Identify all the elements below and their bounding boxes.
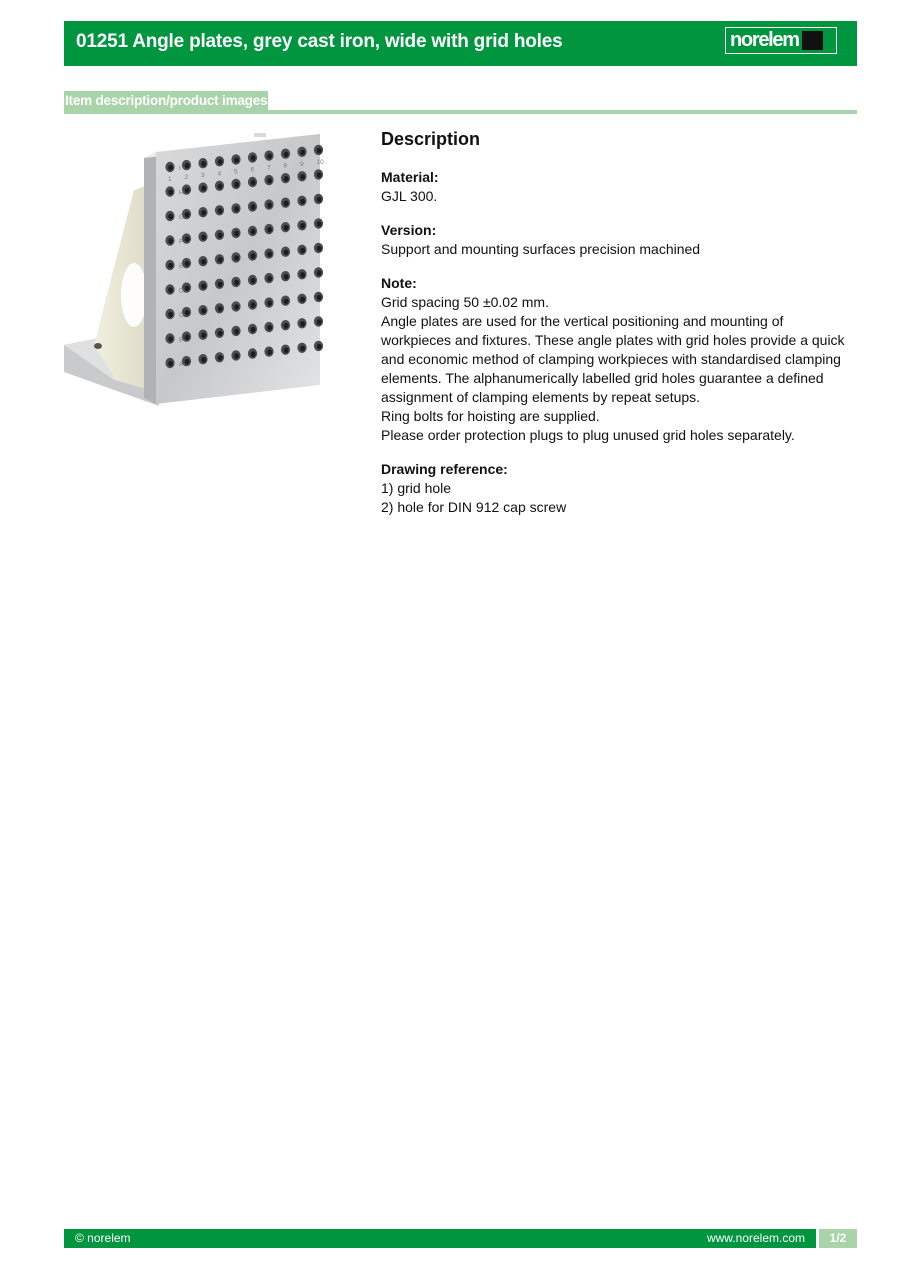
norelem-logo: [725, 27, 837, 54]
grid-hole-bore: [300, 150, 305, 156]
grid-hole-bore: [168, 336, 173, 342]
grid-hole-bore: [267, 153, 272, 159]
grid-hole-bore: [267, 251, 272, 257]
grid-hole-bore: [300, 272, 305, 278]
grid-hole-bore: [317, 319, 322, 325]
drawing-reference-field: [381, 460, 857, 517]
grid-hole-bore: [234, 353, 239, 359]
page-title: 01251 Angle plates, grey cast iron, wide with grid holes: [76, 31, 563, 52]
grid-hole-bore: [284, 176, 289, 182]
logo-text: norelem: [730, 29, 799, 51]
section-divider: [64, 110, 857, 114]
grid-hole-bore: [185, 261, 190, 267]
grid-hole-bore: [317, 221, 322, 227]
grid-hole-bore: [234, 182, 239, 188]
grid-column-label: 3: [201, 172, 205, 180]
grid-hole-bore: [218, 331, 223, 337]
grid-hole-bore: [284, 225, 289, 231]
grid-row-label: E: [179, 263, 184, 270]
grid-hole-bore: [218, 355, 223, 361]
grid-hole-bore: [267, 349, 272, 355]
note-field: [381, 274, 857, 445]
grid-hole-bore: [300, 223, 305, 229]
grid-hole-bore: [267, 227, 272, 233]
grid-hole-bore: [284, 348, 289, 354]
grid-row-label: H: [179, 189, 184, 197]
grid-column-label: 6: [250, 166, 255, 174]
grid-row-label: I: [179, 165, 181, 172]
grid-hole-bore: [168, 312, 173, 318]
footer-website-link[interactable]: www.norelem.com: [706, 1231, 805, 1245]
footer-bar: [64, 1229, 816, 1248]
grid-hole-bore: [201, 161, 206, 167]
grid-hole-bore: [251, 229, 256, 235]
grid-hole-bore: [234, 255, 239, 261]
grid-hole-bore: [185, 163, 190, 169]
grid-column-label: 7: [267, 164, 271, 172]
grid-hole-bore: [218, 306, 223, 312]
grid-hole-bore: [284, 250, 289, 256]
grid-hole-bore: [267, 202, 272, 208]
grid-hole-bore: [234, 206, 239, 212]
grid-hole-bore: [251, 351, 256, 357]
grid-hole-bore: [201, 186, 206, 192]
note-line: Grid spacing 50 ±0.02 mm.: [381, 294, 549, 310]
grid-hole-bore: [168, 214, 173, 220]
grid-hole-bore: [317, 246, 322, 252]
grid-hole-bore: [168, 287, 173, 293]
grid-hole-bore: [267, 325, 272, 331]
grid-hole-bore: [267, 300, 272, 306]
grid-hole-bore: [218, 159, 223, 165]
logo-block: [802, 31, 823, 50]
grid-hole-bore: [300, 199, 305, 205]
grid-column-label: 10: [316, 158, 324, 166]
grid-column-label: 2: [184, 174, 189, 182]
version-field: [381, 221, 857, 259]
grid-hole-bore: [201, 210, 206, 216]
version-value: Support and mounting surfaces precision machined: [381, 241, 701, 257]
grid-hole-bore: [317, 172, 322, 178]
grid-hole-bore: [185, 236, 190, 242]
grid-hole-bore: [185, 187, 190, 193]
grid-column-label: 1: [168, 176, 172, 183]
grid-row-label: D: [179, 287, 184, 295]
grid-hole-bore: [168, 165, 173, 171]
grid-hole-bore: [201, 333, 206, 339]
grid-hole-bore: [201, 235, 206, 241]
grid-hole-bore: [300, 321, 305, 327]
note-line: Please order protection plugs to plug unused grid holes separately.: [381, 427, 795, 443]
section-label: Item description/product images: [65, 93, 268, 108]
grid-hole-bore: [168, 189, 173, 195]
material-field: [381, 168, 857, 206]
grid-hole-bore: [251, 180, 256, 186]
grid-hole-bore: [300, 346, 305, 352]
grid-hole-bore: [218, 282, 223, 288]
grid-hole-bore: [185, 285, 190, 291]
header-bar: [64, 21, 857, 66]
version-label: Version:: [381, 222, 437, 238]
description-heading: Description: [381, 129, 481, 149]
grid-hole-bore: [185, 310, 190, 316]
drawing-reference-line: 2) hole for DIN 912 cap screw: [381, 499, 567, 515]
grid-row-label: C: [179, 312, 184, 319]
grid-hole-bore: [267, 178, 272, 184]
grid-hole-bore: [251, 253, 256, 259]
grid-hole-bore: [201, 357, 206, 363]
grid-hole-bore: [168, 238, 173, 244]
grid-hole-bore: [251, 155, 256, 161]
grid-hole-bore: [185, 359, 190, 365]
grid-hole-bore: [317, 148, 322, 154]
grid-hole-bore: [234, 157, 239, 163]
grid-hole-bore: [284, 299, 289, 305]
grid-hole-bore: [251, 327, 256, 333]
drawing-reference-label: Drawing reference:: [381, 461, 508, 477]
grid-column-label: 5: [234, 168, 238, 176]
plate-side: [144, 152, 156, 404]
grid-hole-bore: [300, 297, 305, 303]
drawing-reference-line: 1) grid hole: [381, 480, 452, 496]
grid-hole-bore: [168, 263, 173, 269]
grid-row-label: B: [179, 336, 184, 344]
row-labels: [179, 165, 184, 368]
angle-plate-image: [64, 130, 324, 406]
grid-hole-bore: [218, 208, 223, 214]
grid-hole-bore: [168, 361, 173, 367]
grid-column-label: 9: [300, 160, 304, 168]
material-label: Material:: [381, 169, 439, 185]
grid-row-label: A: [179, 361, 184, 368]
note-label: Note:: [381, 275, 417, 291]
grid-hole-bore: [317, 295, 322, 301]
description-section: [381, 128, 857, 532]
grid-hole-bore: [218, 184, 223, 190]
grid-hole-bore: [284, 274, 289, 280]
grid-hole-bore: [234, 329, 239, 335]
grid-hole-bore: [317, 197, 322, 203]
grid-hole-bore: [251, 278, 256, 284]
grid-column-label: 4: [217, 170, 222, 178]
grid-hole-bore: [251, 204, 256, 210]
grid-hole-bore: [185, 334, 190, 340]
page-number: 1/2: [819, 1229, 857, 1248]
grid-hole-bore: [201, 284, 206, 290]
grid-hole-bore: [218, 257, 223, 263]
grid-hole-bore: [218, 233, 223, 239]
note-line: Angle plates are used for the vertical positioning and mounting of workpieces and fixtures. These angle plates with grid holes provide a quick and economic method of clamping workpieces with standardised clamping elements. The alphanumerically labelled grid holes guarantee a defined assignment of clamping elements by repeat setups.: [381, 313, 845, 405]
grid-hole-bore: [284, 323, 289, 329]
material-value: GJL 300.: [381, 188, 438, 204]
grid-hole-bore: [201, 259, 206, 265]
grid-hole-bore: [234, 280, 239, 286]
grid-hole-bore: [267, 276, 272, 282]
grid-row-label: F: [179, 238, 183, 246]
grid-hole-bore: [284, 152, 289, 158]
footer-copyright: © norelem: [75, 1231, 131, 1245]
grid-hole-bore: [251, 302, 256, 308]
grid-column-label: 8: [283, 162, 288, 170]
grid-hole-bore: [234, 231, 239, 237]
grid-hole-bore: [201, 308, 206, 314]
grid-row-label: G: [179, 214, 185, 221]
grid-hole-bore: [234, 304, 239, 310]
grid-hole-bore: [185, 212, 190, 218]
grid-hole-bore: [300, 174, 305, 180]
grid-hole-bore: [317, 344, 322, 350]
note-line: Ring bolts for hoisting are supplied.: [381, 408, 600, 424]
grid-hole-bore: [317, 270, 322, 276]
grid-hole-bore: [284, 201, 289, 207]
grid-hole-bore: [300, 248, 305, 254]
